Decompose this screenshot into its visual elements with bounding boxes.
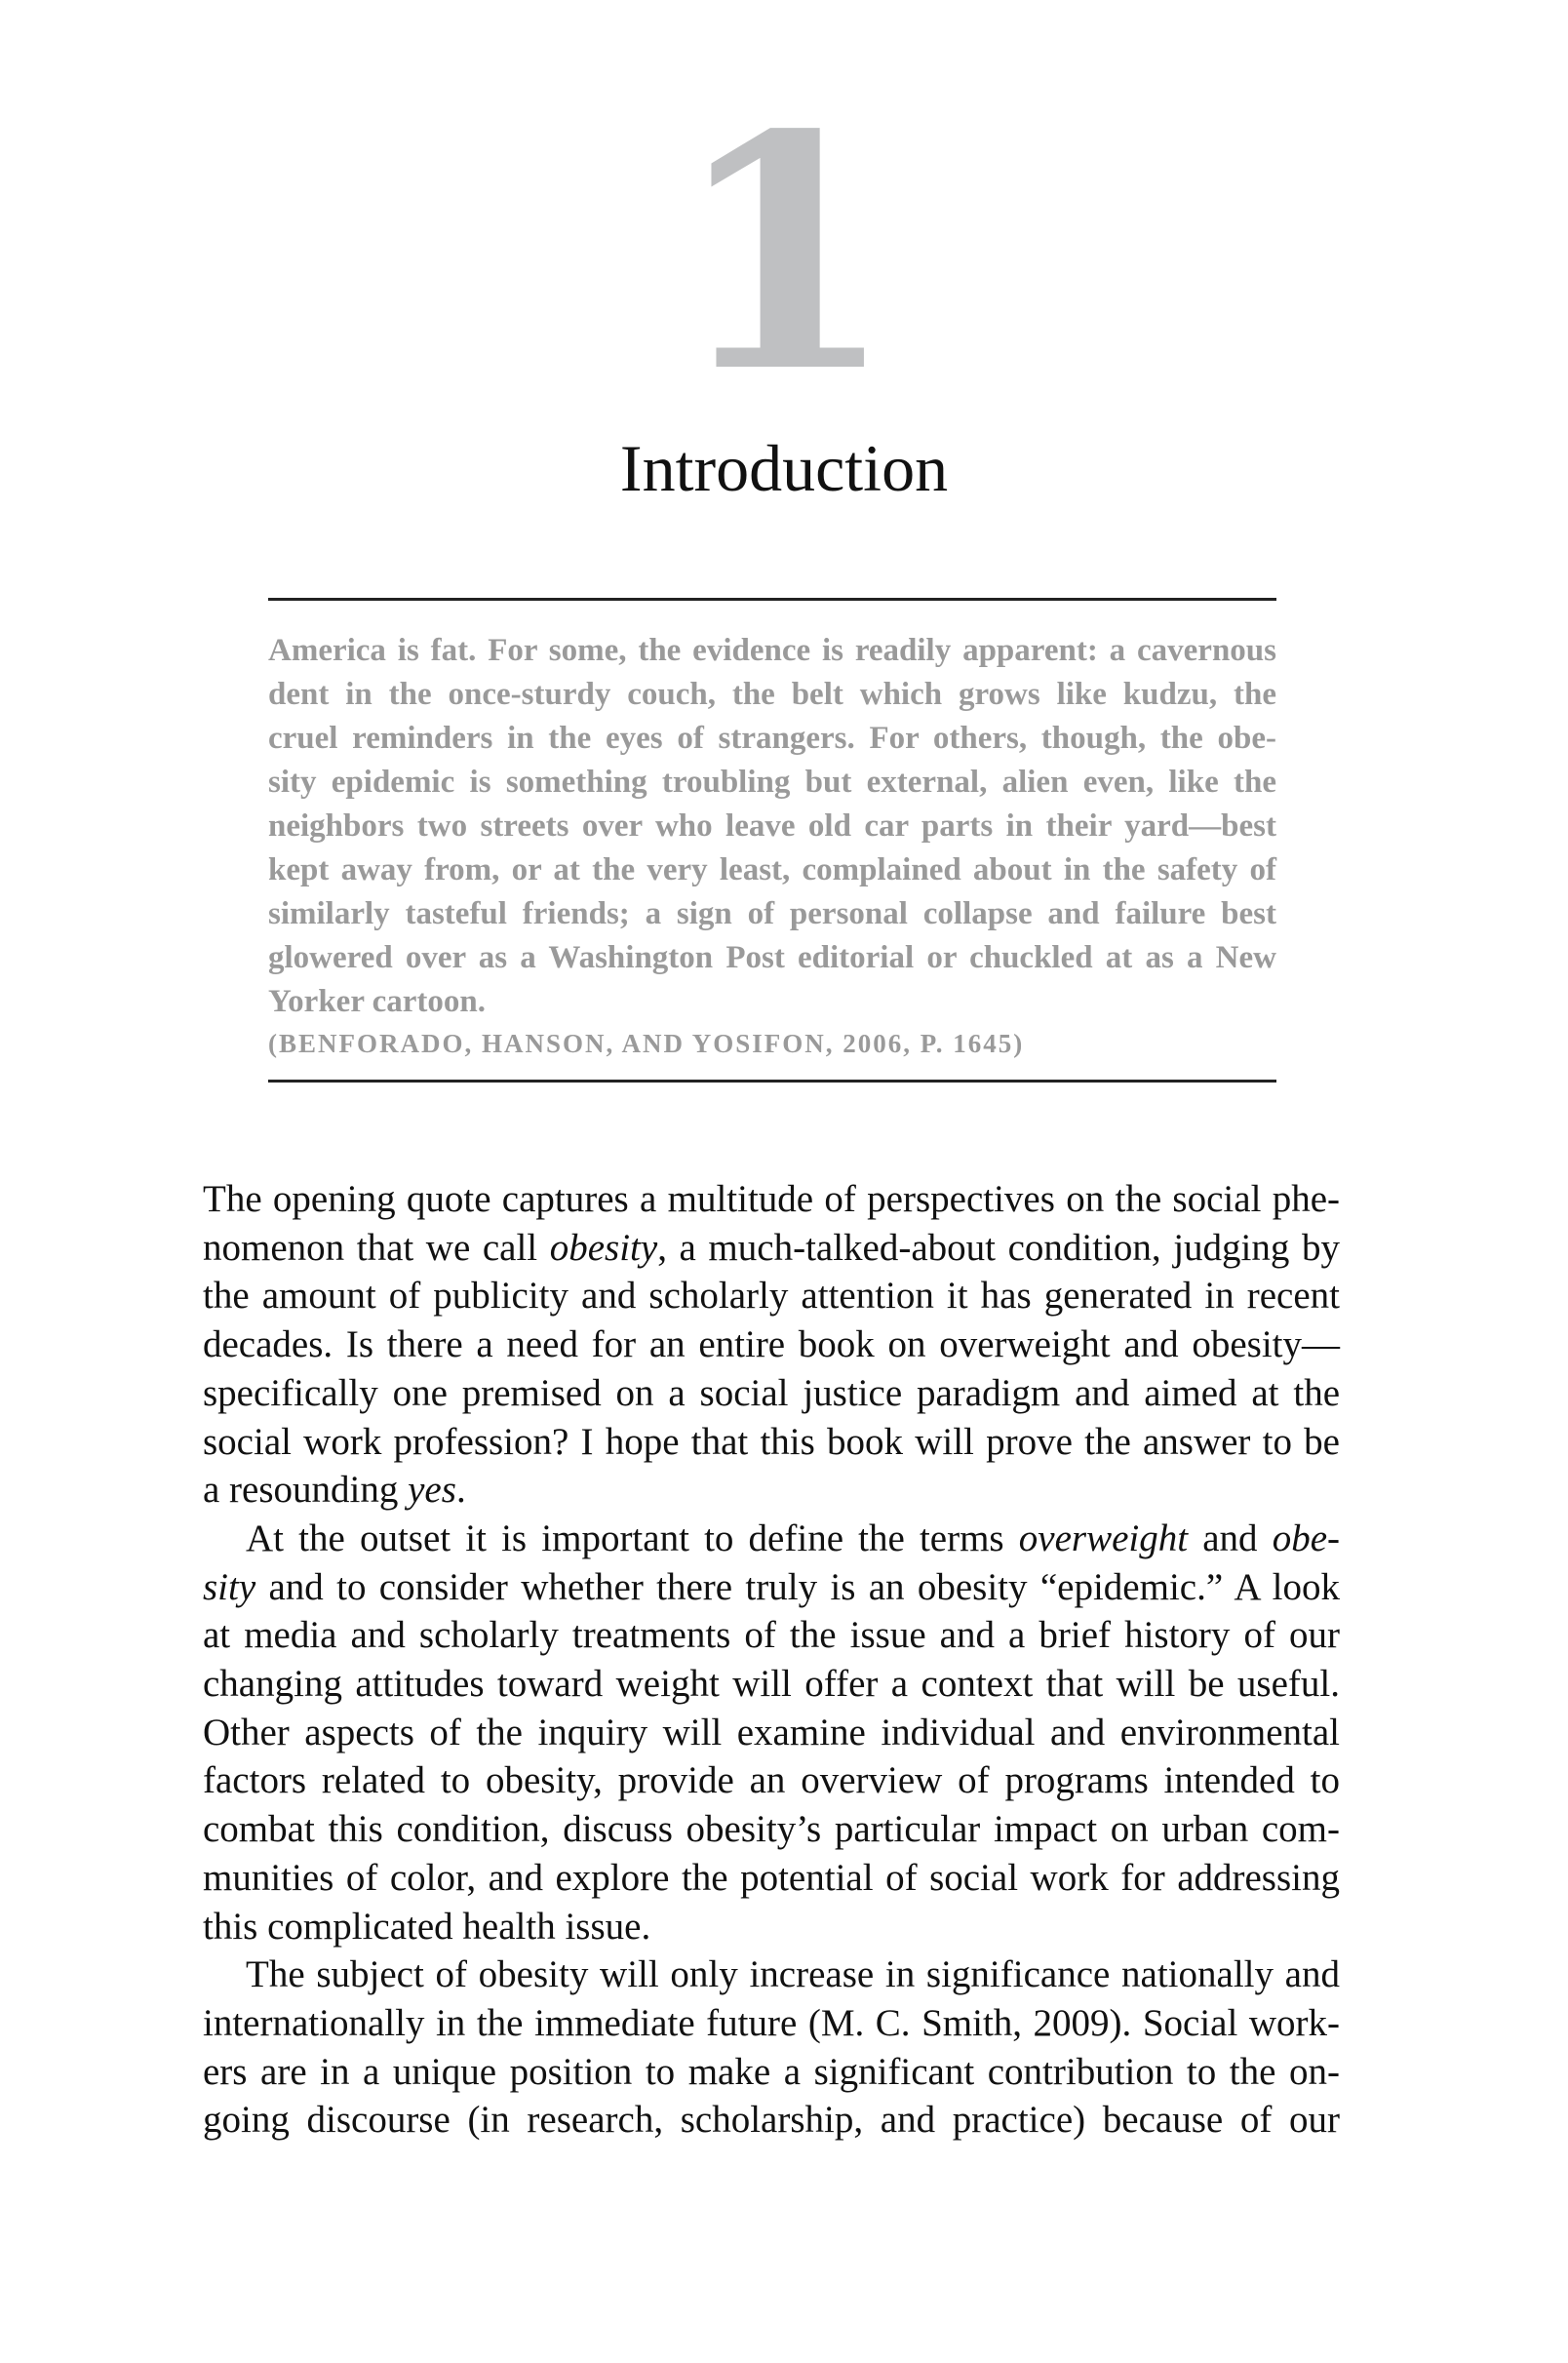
text-run: the amount of publicity and scholarly attention it has generated in recent — [203, 1275, 1340, 1318]
epigraph-citation: (BENFORADO, HANSON, AND YOSIFON, 2006, P. 1645) — [268, 1029, 1025, 1058]
body-line — [203, 1903, 1340, 1951]
text-run: specifically one premised on a social justice paradigm and aimed at the — [203, 1371, 1340, 1414]
text-run: this complicated health issue. — [203, 1905, 651, 1948]
text-run: and to consider whether there truly is an obesity “epidemic.” A look — [255, 1565, 1340, 1608]
paragraph-start-line — [246, 1515, 1340, 1563]
body-line — [203, 1369, 1340, 1418]
text-run: going discourse (in research, scholarship, and practice) because of our — [203, 2099, 1340, 2142]
epigraph-line: cruel reminders in the eyes of strangers. For others, though, the obe- — [268, 721, 1276, 756]
epigraph-line: sity epidemic is something troubling but external, alien even, like the — [268, 765, 1276, 800]
body-line — [203, 1999, 1340, 2048]
chapter-number: 1 — [672, 64, 896, 443]
text-run: , a much-talked-about condition, judging by — [657, 1226, 1340, 1269]
text-run: The opening quote captures a multitude of perspectives on the social phe- — [203, 1178, 1340, 1220]
epigraph-line: dent in the once-sturdy couch, the belt which grows like kudzu, the — [268, 677, 1276, 712]
body-line — [203, 1805, 1340, 1854]
emphasized-term: sity — [203, 1565, 256, 1608]
text-run: at media and scholarly treatments of the issue and a brief history of our — [203, 1614, 1340, 1657]
body-line — [203, 1466, 1340, 1515]
text-run: social work profession? I hope that this book will prove the answer to be — [203, 1420, 1340, 1463]
text-run: At the outset it is important to define the terms — [246, 1516, 1019, 1559]
text-run: ers are in a unique position to make a significant contribution to the on- — [203, 2050, 1340, 2093]
body-line — [203, 2096, 1340, 2145]
epigraph-line: similarly tasteful friends; a sign of personal collapse and failure best — [268, 896, 1276, 931]
body-line — [203, 1418, 1340, 1467]
epigraph-line: kept away from, or at the very least, complained about in the safety of — [268, 852, 1276, 887]
emphasized-term: obe- — [1272, 1516, 1340, 1559]
text-run: combat this condition, discuss obesity’s particular impact on urban com- — [203, 1808, 1340, 1851]
body-line — [203, 1709, 1340, 1757]
body-line — [203, 1854, 1340, 1903]
body-line — [203, 1611, 1340, 1660]
text-run: munities of color, and explore the potential of social work for addressing — [203, 1856, 1340, 1899]
text-run: and — [1188, 1516, 1273, 1559]
paragraph-start-line — [246, 1950, 1340, 1999]
body-line — [203, 1563, 1340, 1612]
body-line — [203, 1756, 1340, 1805]
body-line — [203, 1660, 1340, 1709]
body-line — [203, 1224, 1340, 1273]
epigraph-bottom-rule — [268, 1080, 1276, 1083]
text-run: decades. Is there a need for an entire book on overweight and obesity— — [203, 1323, 1340, 1366]
body-line — [203, 1175, 1340, 1224]
text-run: changing attitudes toward weight will offer a context that will be useful. — [203, 1663, 1340, 1705]
epigraph-line: neighbors two streets over who leave old car parts in their yard—best — [268, 808, 1276, 844]
emphasized-term: yes — [408, 1469, 456, 1512]
body-line — [203, 1272, 1340, 1320]
text-run: factors related to obesity, provide an overview of programs intended to — [203, 1759, 1340, 1802]
text-run: a resounding — [203, 1469, 409, 1512]
body-line — [203, 1320, 1340, 1369]
epigraph-line: Yorker cartoon. — [268, 984, 487, 1019]
body-line — [203, 2048, 1340, 2097]
text-run: nomenon that we call — [203, 1226, 550, 1269]
emphasized-term: obesity — [549, 1226, 658, 1269]
epigraph-line: glowered over as a Washington Post editorial or chuckled at as a New — [268, 940, 1276, 975]
text-run: Other aspects of the inquiry will examine individual and environmental — [203, 1711, 1340, 1753]
text-run: . — [455, 1469, 466, 1512]
epigraph-top-rule — [268, 598, 1276, 601]
emphasized-term: overweight — [1018, 1516, 1189, 1559]
text-run: internationally in the immediate future (M. C. Smith, 2009). Social work- — [203, 2001, 1340, 2044]
epigraph-line: America is fat. For some, the evidence is readily apparent: a cavernous — [268, 633, 1276, 668]
chapter-title: Introduction — [619, 431, 949, 505]
text-run: The subject of obesity will only increase in significance nationally and — [246, 1953, 1340, 1996]
